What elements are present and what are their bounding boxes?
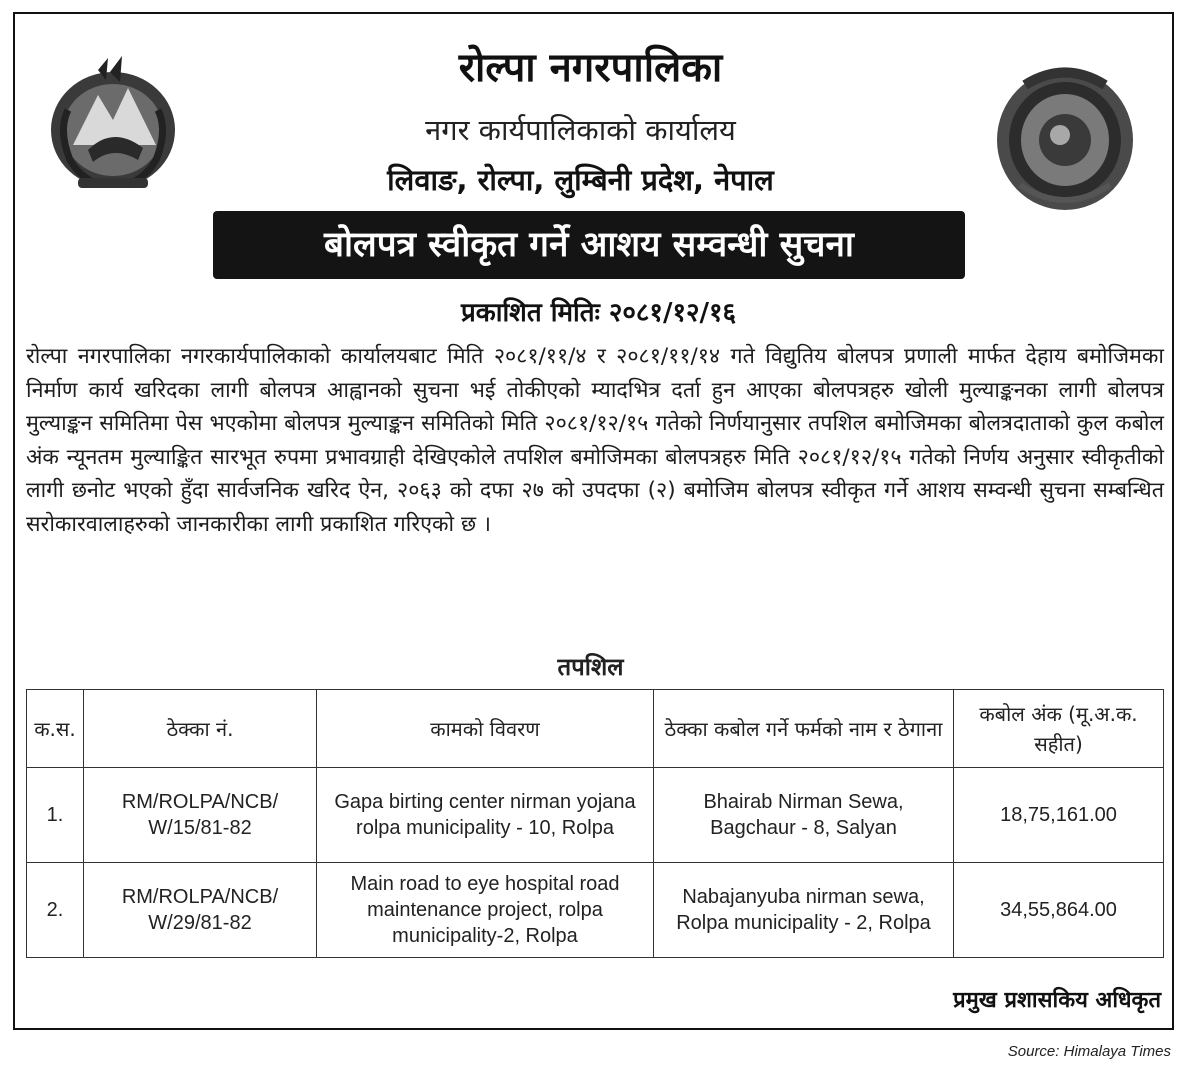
signatory-title: प्रमुख प्रशासकिय अधिकृत — [953, 988, 1161, 1013]
schedule-table — [26, 689, 1164, 958]
published-date: प्रकाशित मितिः २०८१/१२/१६ — [460, 298, 737, 328]
firm-name-address: Nabajanyuba nirman sewa, Rolpa municipality - 2, Rolpa — [654, 863, 954, 958]
office-name: नगर कार्यपालिकाको कार्यालय — [425, 113, 736, 147]
source-credit: Source: Himalaya Times — [1007, 1043, 1171, 1060]
notice-title: बोलपत्र स्वीकृत गर्ने आशय सम्वन्धी सुचना — [323, 225, 855, 265]
column-header: क.स. — [27, 690, 84, 768]
table-row — [27, 863, 1164, 958]
serial-number: 1. — [27, 768, 84, 863]
address: लिवाङ, रोल्पा, लुम्बिनी प्रदेश, नेपाल — [387, 163, 774, 197]
firm-name-address: Bhairab Nirman Sewa, Bagchaur - 8, Salyan — [654, 768, 954, 863]
notice-title-banner — [213, 211, 965, 279]
serial-number: 2. — [27, 863, 84, 958]
column-header: कामको विवरण — [317, 690, 654, 768]
notice-paragraph: रोल्पा नगरपालिका नगरकार्यपालिकाको कार्यालयबाट मिति २०८१/११/४ र २०८१/११/१४ गते विद्युतिय बोलपत्र प्रणाली मार्फत देहाय बमोजिमका निर्माण कार्य खरिदका लागी बोलपत्र आह्वानको सुचना भई तोकीएको म्यादभित्र दर्ता हुन आएका बोलपत्रहरु खोली मुल्याङ्कनका लागी बोलपत्र मुल्याङ्कन समितिमा पेस भएकोमा बोलपत्र मुल्याङ्कन समितिको मिति २०८१/१२/१५ गतेको निर्णयानुसार तपशिल बमोजिमका बोलत्रदाताको कुल कबोल अंक न्यूनतम मुल्याङ्कित सारभूत रुपमा प्रभावग्राही देखिएकोले तपशिल बमोजिमका बोलपत्रहरु मिति २०८१/१२/१५ गतेको निर्णय अनुसार स्वीकृतीको लागी छनोट भएको हुँदा सार्वजनिक खरिद ऐन, २०६३ को दफा २७ को उपदफा (२) बमोजिम बोलपत्र स्वीकृत गर्ने आशय सम्वन्धी सुचना सम्बन्धित सरोकारवालाहरुको जानकारीका लागी प्रकाशित गरिएको छ । — [26, 344, 1164, 537]
table-row — [27, 768, 1164, 863]
column-header: कबोल अंक (मू.अ.क. सहीत) — [954, 690, 1164, 768]
schedule-heading: तपशिल — [557, 653, 624, 681]
work-description: Gapa birting center nirman yojana rolpa municipality - 10, Rolpa — [317, 768, 654, 863]
contract-number: RM/ROLPA/NCB/ W/15/81-82 — [84, 768, 317, 863]
bid-amount: 18,75,161.00 — [954, 768, 1164, 863]
work-description: Main road to eye hospital road maintenance project, rolpa municipality-2, Rolpa — [317, 863, 654, 958]
column-header: ठेक्का कबोल गर्ने फर्मको नाम र ठेगाना — [654, 690, 954, 768]
column-header: ठेक्का नं. — [84, 690, 317, 768]
contract-number: RM/ROLPA/NCB/ W/29/81-82 — [84, 863, 317, 958]
bid-amount: 34,55,864.00 — [954, 863, 1164, 958]
municipality-name: रोल्पा नगरपालिका — [458, 45, 723, 91]
table-header-row — [27, 690, 1164, 768]
